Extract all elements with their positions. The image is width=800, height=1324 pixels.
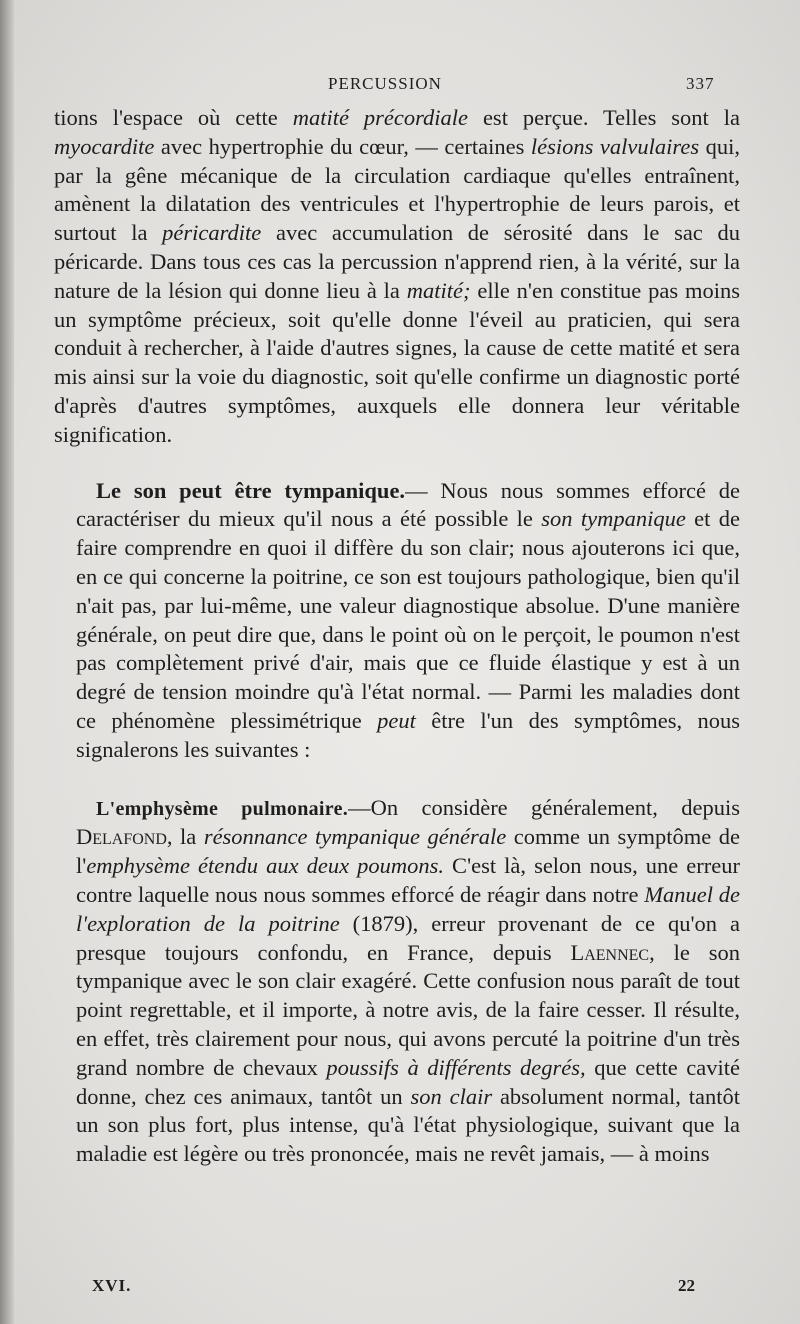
section-heading-emphyseme: L'emphysème pulmonaire. <box>96 797 349 820</box>
running-head <box>0 72 800 98</box>
section-heading-son-tympanique: Le son peut être tympanique. <box>96 477 406 503</box>
body-text <box>54 104 741 1169</box>
paragraph-emphyseme: L'emphysème pulmonaire.—On considère généralement, depuis Delafond, la résonnance tympanique générale comme un symptôme de l'emphysème étendu aux deux poumons. C'est là, selon nous, une erreur contre laquelle nous nous sommes efforcé de réagir dans notre Manuel de l'exploration de la poitrine (1879), erreur provenant de ce qu'on a presque toujours confondu, en France, depuis Laennec, le son tympanique avec le son clair exagéré. Cette confusion nous paraît de tout point regrettable, et il importe, à notre avis, de la faire cesser. Il résulte, en effet, très clairement pour nous, qui avons percuté la poitrine d'un très grand nombre de chevaux poussifs à différents degrés, que cette cavité donne, chez ces animaux, tantôt un son clair absolument normal, tantôt un son plus fort, plus intense, qu'à l'état physiologique, suivant que la maladie est légère ou très prononcée, mais ne revêt jamais, — à moins <box>76 794 741 1167</box>
paragraph-matite: tions l'espace où cette matité précordiale est perçue. Telles sont la myocardite avec hypertrophie du cœur, — certaines lésions valvulaires qui, par la gêne mécanique de la circulation cardiaque qu'elles entraînent, amènent la dilatation des ventricules et l'hypertrophie de leurs parois, et surtout la péricardite avec accumulation de sérosité dans le sac du péricarde. Dans tous ces cas la percussion n'apprend rien, à la vérité, sur la nature de la lésion qui donne lieu à la matité; elle n'en constitue pas moins un symptôme précieux, soit qu'elle donne l'éveil au praticien, qui sera conduit à rechercher, à l'aide d'autres signes, la cause de cette matité et sera mis ainsi sur la voie du diagnostic, soit qu'elle confirme un diagnostic porté d'après d'autres symptômes, auxquels elle donnera leur véritable signification. <box>54 105 740 447</box>
footer-signature-line <box>0 1276 800 1300</box>
page-number: 337 <box>686 74 715 93</box>
running-title: PERCUSSION <box>328 74 442 93</box>
page-gutter-shadow <box>0 0 14 1324</box>
paragraph-son-tympanique: Le son peut être tympanique.— Nous nous sommes efforcé de caractériser du mieux qu'il nous a été possible le son tympanique et de faire comprendre en quoi il diffère du son clair; nous ajouterons ici que, en ce qui concerne la poitrine, ce son est toujours pathologique, bien qu'il n'ait pas, par lui-même, une valeur diagnostique absolue. D'une manière générale, on peut dire que, dans le point où on le perçoit, le poumon n'est pas complètement privé d'air, mais que ce fluide élastique y est à un degré de tension moindre qu'à l'état normal. — Parmi les maladies dont ce phénomène plessimétrique peut être l'un des symptômes, nous signalerons les suivantes : <box>76 477 741 762</box>
sheet-number: 22 <box>678 1276 695 1295</box>
signature-mark: XVI. <box>92 1276 132 1295</box>
